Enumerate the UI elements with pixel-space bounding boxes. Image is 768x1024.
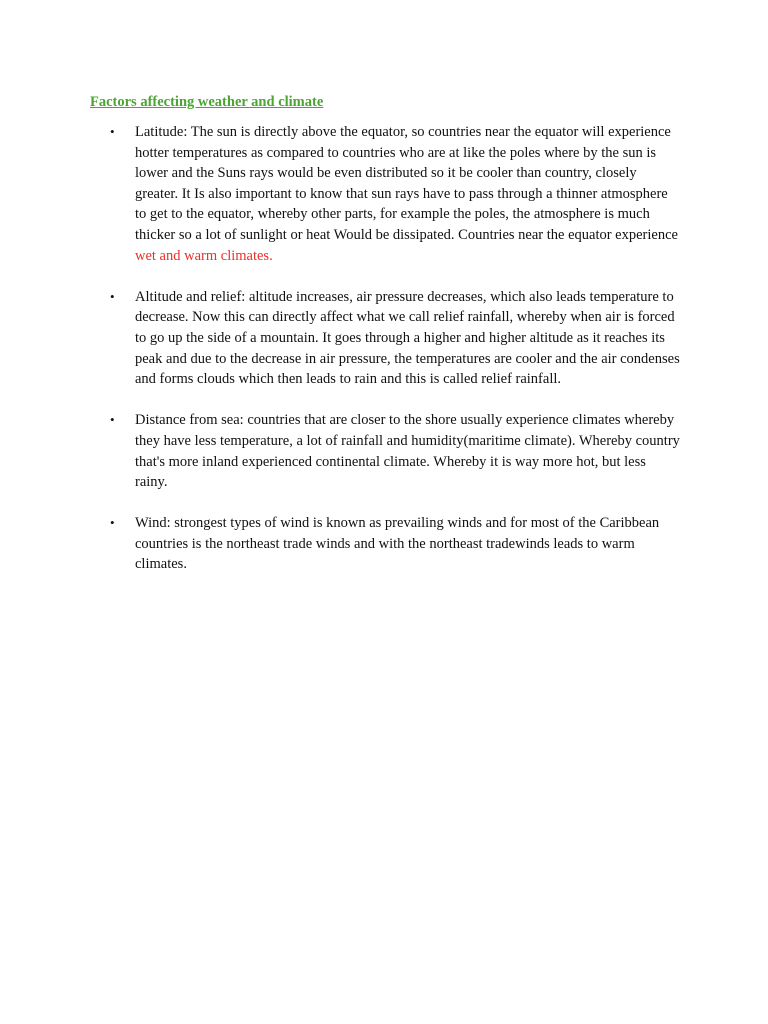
list-item-body: Latitude: The sun is directly above the equator, so countries near the equator will experience hotter temperatures as compared to countries who are at like the poles where by the sun is lower and the Suns rays would be even distributed so it be cooler than country, closely greater. It Is also important to know that sun rays have to pass through a thinner atmosphere to get to the equator, whereby other parts, for example the poles, the atmosphere is much thicker so a lot of sunlight or heat Would be dissipated. Countries near the equator experience [135,124,678,243]
bullet-icon: • [110,412,115,428]
list-item-text [135,122,681,266]
list-item-text: Wind: strongest types of wind is known as prevailing winds and for most of the Caribbean countries is the northeast trade winds and with the northeast tradewinds leads to warm climates. [135,515,660,573]
bullet-icon: • [110,515,115,531]
document-heading: Factors affecting weather and climate [90,94,324,110]
factors-list [91,122,681,596]
list-item-text: Distance from sea: countries that are closer to the shore usually experience climates whereby they have less temperature, a lot of rainfall and humidity(maritime climate). Whereby country that's more inland experienced continental climate. Whereby it is way more hot, but less rainy. [135,412,680,491]
list-item-distance-from-sea [91,410,681,492]
list-item-altitude [91,287,681,390]
list-item-latitude [91,122,681,266]
bullet-icon: • [110,124,115,139]
list-item-text: Altitude and relief: altitude increases, air pressure decreases, which also leads temperature to decrease. Now this can directly affect what we call relief rainfall, whereby when air is forced to go up the side of a mountain. It goes through a higher and higher altitude as it reaches its peak and due to the decrease in air pressure, the temperatures are cooler and the air condenses and forms clouds which then leads to rain and this is called relief rainfall. [135,288,680,388]
list-item-wind [91,513,681,575]
highlighted-text: wet and warm climates. [135,247,273,264]
bullet-icon: • [110,288,115,304]
